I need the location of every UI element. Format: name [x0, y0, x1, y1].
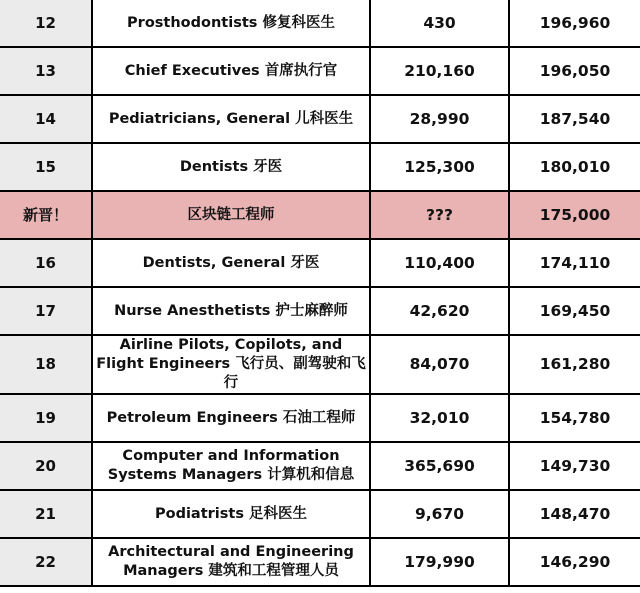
rank-cell: 15: [0, 143, 92, 191]
rank-cell: 12: [0, 0, 92, 47]
rank-cell-new-badge: 新晋！: [0, 191, 92, 239]
employment-cell: 210,160: [370, 47, 509, 95]
salary-cell: 149,730: [509, 442, 640, 490]
salary-cell: 174,110: [509, 239, 640, 287]
salary-cell: 169,450: [509, 287, 640, 335]
rank-cell: 18: [0, 335, 92, 394]
table-row: [0, 287, 640, 335]
occupation-cell: Pediatricians, General 儿科医生: [92, 95, 370, 143]
occupation-cell: 区块链工程师: [92, 191, 370, 239]
occupation-cell: Prosthodontists 修复科医生: [92, 0, 370, 47]
table-row: [0, 394, 640, 442]
employment-cell: 125,300: [370, 143, 509, 191]
employment-cell: 179,990: [370, 538, 509, 586]
salary-cell: 196,050: [509, 47, 640, 95]
salary-cell: 146,290: [509, 538, 640, 586]
occupation-cell: Chief Executives 首席执行官: [92, 47, 370, 95]
rank-cell: 16: [0, 239, 92, 287]
occupation-cell: Petroleum Engineers 石油工程师: [92, 394, 370, 442]
rank-cell: 13: [0, 47, 92, 95]
rank-cell: 17: [0, 287, 92, 335]
salary-cell: 187,540: [509, 95, 640, 143]
salary-cell: 161,280: [509, 335, 640, 394]
employment-cell: ???: [370, 191, 509, 239]
table-row: [0, 47, 640, 95]
employment-cell: 110,400: [370, 239, 509, 287]
table-row: [0, 95, 640, 143]
employment-cell: 84,070: [370, 335, 509, 394]
occupation-cell: Podiatrists 足科医生: [92, 490, 370, 538]
occupation-cell: Dentists 牙医: [92, 143, 370, 191]
salary-cell: 175,000: [509, 191, 640, 239]
occupation-cell: Nurse Anesthetists 护士麻醉师: [92, 287, 370, 335]
table-row: [0, 335, 640, 394]
table-row: [0, 239, 640, 287]
salary-cell: 154,780: [509, 394, 640, 442]
occupation-cell: Airline Pilots, Copilots, and Flight Engineers 飞行员、副驾驶和飞行: [92, 335, 370, 394]
rank-cell: 22: [0, 538, 92, 586]
employment-cell: 365,690: [370, 442, 509, 490]
occupation-cell: Architectural and Engineering Managers 建筑和工程管理人员: [92, 538, 370, 586]
table-row: [0, 538, 640, 586]
occupation-cell: Computer and Information Systems Managers 计算机和信息: [92, 442, 370, 490]
table-row-highlighted: [0, 191, 640, 239]
salary-cell: 148,470: [509, 490, 640, 538]
employment-cell: 28,990: [370, 95, 509, 143]
table-row: [0, 490, 640, 538]
employment-cell: 32,010: [370, 394, 509, 442]
occupation-cell: Dentists, General 牙医: [92, 239, 370, 287]
rank-cell: 19: [0, 394, 92, 442]
rank-cell: 14: [0, 95, 92, 143]
table-row: [0, 0, 640, 47]
rank-cell: 20: [0, 442, 92, 490]
salary-cell: 196,960: [509, 0, 640, 47]
salary-cell: 180,010: [509, 143, 640, 191]
employment-cell: 9,670: [370, 490, 509, 538]
employment-cell: 42,620: [370, 287, 509, 335]
table-row: [0, 143, 640, 191]
rank-cell: 21: [0, 490, 92, 538]
employment-cell: 430: [370, 0, 509, 47]
table-row: [0, 442, 640, 490]
